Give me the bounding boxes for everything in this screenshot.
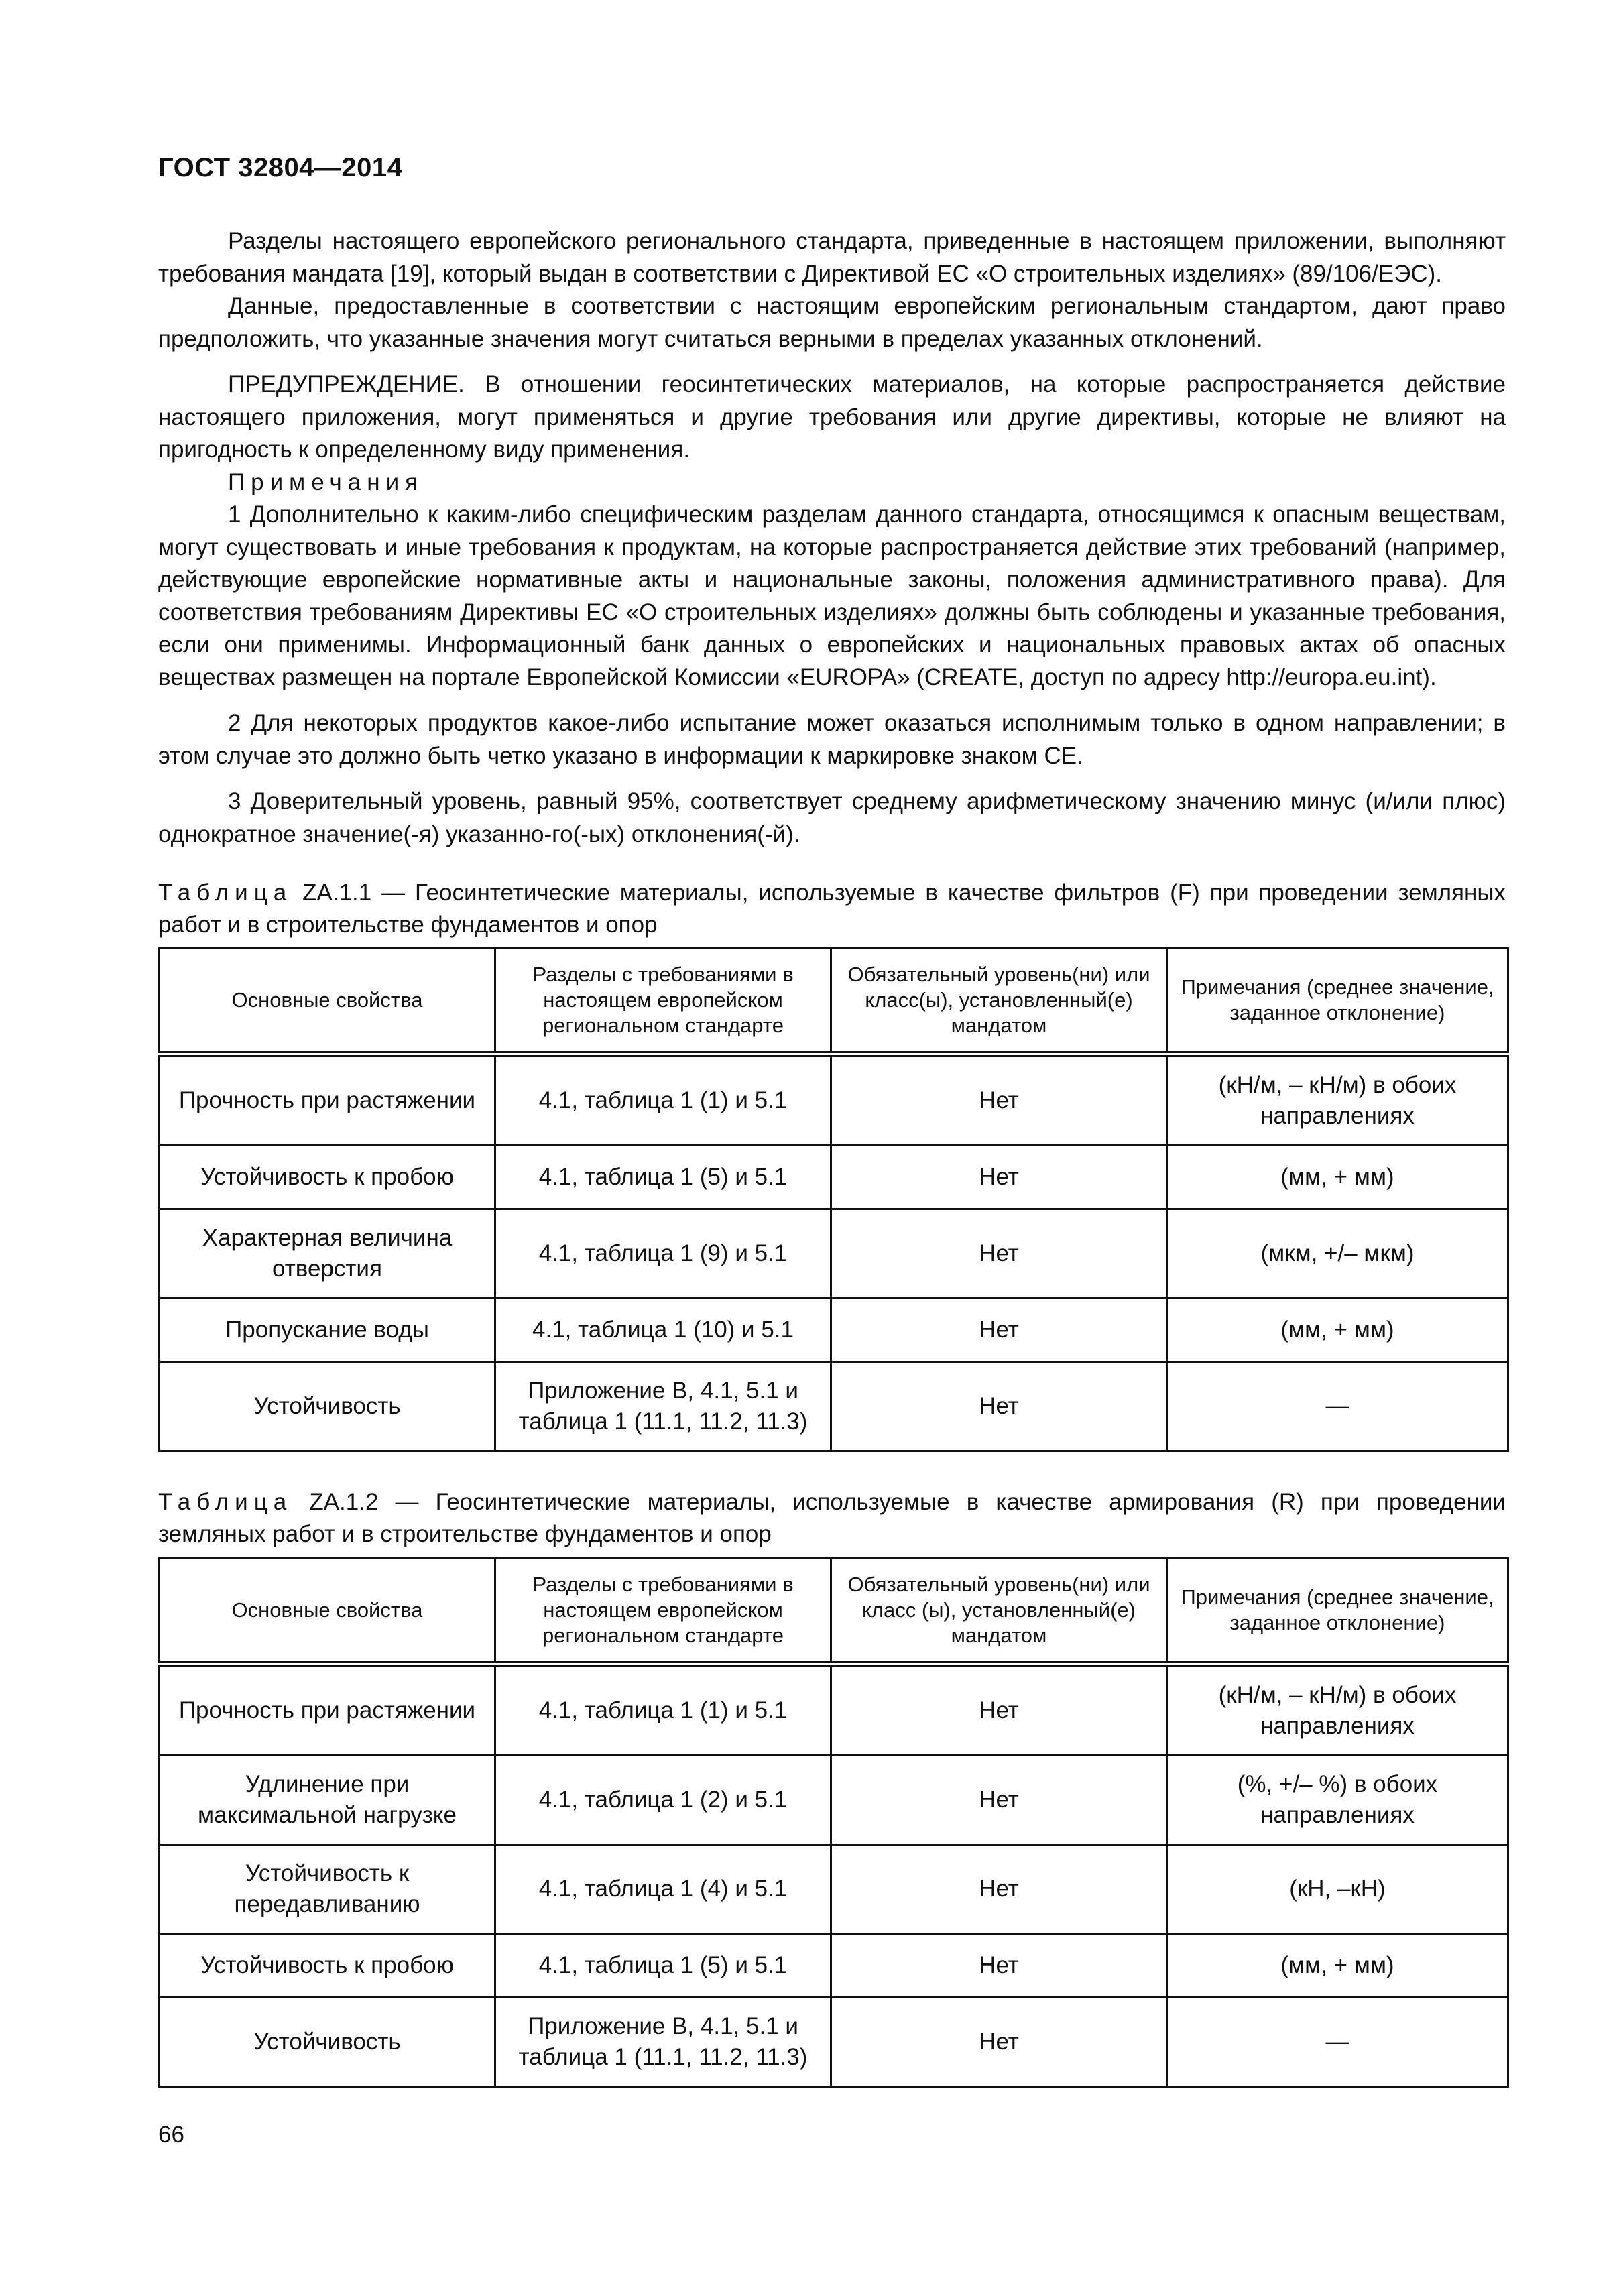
notes-cell: (кН/м, – кН/м) в обоих направлениях xyxy=(1167,1054,1508,1146)
note-1: 1 Дополнительно к каким-либо специфическим разделам данного стандарта, относящимся к опасным веществам, могут существовать и иные требования к продуктам, на которые распространяется действие этих требований (например, действующие европейские нормативные акты и национальные законы, положения административного права). Для соответствия требованиям Директивы ЕС «О строительных изделиях» должны быть соблюдены и указанные требования, если они применимы. Информационный банк данных о европейских и национальных правовых актах об опасных веществах размещен на портале Европейской Комиссии «EUROPA» (CREATE, доступ по адресу http://europa.eu.int). xyxy=(158,501,1506,690)
table-row xyxy=(160,1665,1508,1756)
paragraph-warning: ПРЕДУПРЕЖДЕНИЕ. В отношении геосинтетических материалов, на которые распространяется действие настоящего приложения, могут применяться и другие требования или другие директивы, которые не влияют на пригодность к определенному виду применения. xyxy=(158,371,1506,463)
sections-cell: 4.1, таблица 1 (5) и 5.1 xyxy=(495,1146,831,1209)
table-2-label: Таблица xyxy=(158,1489,293,1515)
sections-cell: 4.1, таблица 1 (9) и 5.1 xyxy=(495,1209,831,1298)
header-cell: Примечания (среднее значение, заданное отклонение) xyxy=(1167,1559,1508,1665)
level-cell: Нет xyxy=(831,1934,1167,1998)
header-cell: Разделы с требованиями в настоящем европейском региональном стандарте xyxy=(495,949,831,1054)
property-cell: Устойчивость к передавливанию xyxy=(160,1845,495,1934)
level-cell: Нет xyxy=(831,1362,1167,1451)
table-row xyxy=(160,1845,1508,1934)
paragraph-mandate: Разделы настоящего европейского регионального стандарта, приведенные в настоящем приложении, выполняют требования мандата [19], который выдан в соответствии с Директивой ЕС «О строительных изделиях» (89/106/ЕЭС). xyxy=(158,228,1506,287)
sections-cell: Приложение В, 4.1, 5.1 и таблица 1 (11.1, 11.2, 11.3) xyxy=(495,1998,831,2087)
level-cell: Нет xyxy=(831,1054,1167,1146)
page-number: 66 xyxy=(158,2122,184,2148)
notes-cell: (кН/м, – кН/м) в обоих направлениях xyxy=(1167,1665,1508,1756)
property-cell: Пропускание воды xyxy=(160,1298,495,1362)
property-cell: Устойчивость к пробою xyxy=(160,1934,495,1998)
note-3: 3 Доверительный уровень, равный 95%, соответствует среднему арифметическому значению минус (и/или плюс) однократное значение(-я) указанно-го(-ых) отклонения(-й). xyxy=(158,788,1506,847)
table-1-caption xyxy=(158,877,1506,941)
level-cell: Нет xyxy=(831,1146,1167,1209)
property-cell: Характерная величина отверстия xyxy=(160,1209,495,1298)
table-row xyxy=(160,1298,1508,1362)
table-header-row xyxy=(160,949,1508,1054)
table-1 xyxy=(158,947,1509,1452)
property-cell: Прочность при растяжении xyxy=(160,1054,495,1146)
sections-cell: 4.1, таблица 1 (4) и 5.1 xyxy=(495,1845,831,1934)
table-row xyxy=(160,1934,1508,1998)
notes-cell: (кН, –кН) xyxy=(1167,1845,1508,1934)
property-cell: Прочность при растяжении xyxy=(160,1665,495,1756)
table-1-label: Таблица xyxy=(158,880,293,906)
sections-cell: 4.1, таблица 1 (5) и 5.1 xyxy=(495,1934,831,1998)
paragraph-data-provided: Данные, предоставленные в соответствии с настоящим европейским региональным стандартом, дают право предположить, что указанные значения могут считаться верными в пределах указанных отклонений. xyxy=(158,293,1506,352)
notes-heading xyxy=(158,467,1506,499)
notes-cell: (мкм, +/– мкм) xyxy=(1167,1209,1508,1298)
standard-header: ГОСТ 32804—2014 xyxy=(158,153,403,182)
header-cell: Основные свойства xyxy=(160,949,495,1054)
level-cell: Нет xyxy=(831,1998,1167,2087)
notes-cell: — xyxy=(1167,1998,1508,2087)
sections-cell: 4.1, таблица 1 (1) и 5.1 xyxy=(495,1054,831,1146)
level-cell: Нет xyxy=(831,1756,1167,1845)
table-header-row xyxy=(160,1559,1508,1665)
header-cell: Обязательный уровень(ни) или класс(ы), установленный(е) мандатом xyxy=(831,949,1167,1054)
table-row xyxy=(160,1054,1508,1146)
notes-cell: (мм, + мм) xyxy=(1167,1146,1508,1209)
body-text xyxy=(158,225,1506,851)
property-cell: Устойчивость xyxy=(160,1998,495,2087)
level-cell: Нет xyxy=(831,1298,1167,1362)
property-cell: Устойчивость xyxy=(160,1362,495,1451)
sections-cell: Приложение В, 4.1, 5.1 и таблица 1 (11.1, 11.2, 11.3) xyxy=(495,1362,831,1451)
sections-cell: 4.1, таблица 1 (10) и 5.1 xyxy=(495,1298,831,1362)
property-cell: Устойчивость к пробою xyxy=(160,1146,495,1209)
sections-cell: 4.1, таблица 1 (1) и 5.1 xyxy=(495,1665,831,1756)
table-row xyxy=(160,1146,1508,1209)
notes-heading-text: Примечания xyxy=(228,469,424,495)
level-cell: Нет xyxy=(831,1209,1167,1298)
notes-cell: — xyxy=(1167,1362,1508,1451)
level-cell: Нет xyxy=(831,1665,1167,1756)
header-cell: Обязательный уровень(ни) или класс (ы), установленный(е) мандатом xyxy=(831,1559,1167,1665)
header-cell: Примечания (среднее значение, заданное отклонение) xyxy=(1167,949,1508,1054)
note-2: 2 Для некоторых продуктов какое-либо испытание может оказаться исполнимым только в одном направлении; в этом случае это должно быть четко указано в информации к маркировке знаком СЕ. xyxy=(158,710,1506,769)
table-row xyxy=(160,1362,1508,1451)
table-row xyxy=(160,1756,1508,1845)
level-cell: Нет xyxy=(831,1845,1167,1934)
header-cell: Основные свойства xyxy=(160,1559,495,1665)
table-1-caption-text: ZA.1.1 — Геосинтетические материалы, используемые в качестве фильтров (F) при проведении земляных работ и в строительстве фундаментов и опор xyxy=(158,880,1506,938)
notes-cell: (мм, + мм) xyxy=(1167,1298,1508,1362)
table-2-caption-text: ZA.1.2 — Геосинтетические материалы, используемые в качестве армирования (R) при проведении земляных работ и в строительстве фундаментов и опор xyxy=(158,1489,1506,1547)
table-2-caption xyxy=(158,1486,1506,1551)
sections-cell: 4.1, таблица 1 (2) и 5.1 xyxy=(495,1756,831,1845)
notes-cell: (мм, + мм) xyxy=(1167,1934,1508,1998)
notes-cell: (%, +/– %) в обоих направлениях xyxy=(1167,1756,1508,1845)
table-row xyxy=(160,1209,1508,1298)
property-cell: Удлинение при максимальной нагрузке xyxy=(160,1756,495,1845)
header-cell: Разделы с требованиями в настоящем европейском региональном стандарте xyxy=(495,1559,831,1665)
table-2 xyxy=(158,1557,1509,2088)
table-row xyxy=(160,1998,1508,2087)
